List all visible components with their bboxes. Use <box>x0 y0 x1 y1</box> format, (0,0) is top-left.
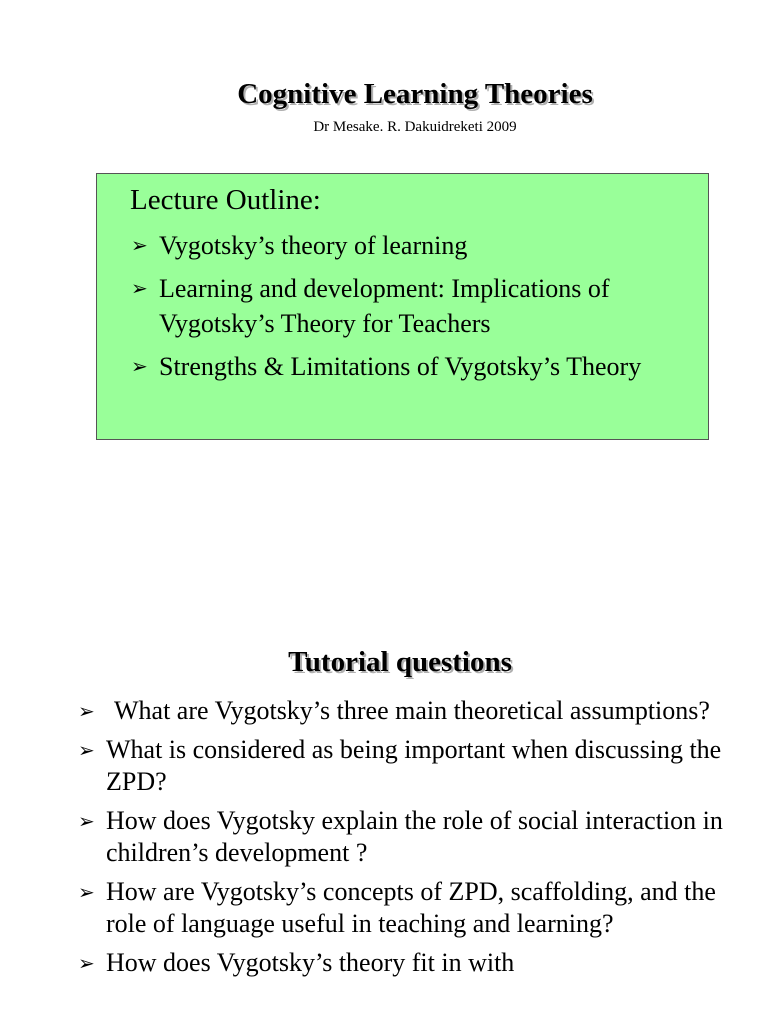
question-item <box>78 734 758 798</box>
outline-list <box>131 228 691 392</box>
slide-title: Cognitive Learning Theories <box>237 78 593 110</box>
question-text: What are Vygotsky’s three main theoretical assumptions? <box>114 696 710 725</box>
arrow-bullet-icon: ➢ <box>78 880 95 904</box>
arrow-bullet-icon: ➢ <box>131 233 148 257</box>
question-item <box>78 695 758 727</box>
arrow-bullet-icon: ➢ <box>78 951 95 975</box>
arrow-bullet-icon: ➢ <box>131 276 148 300</box>
outline-item-text: Learning and development: Implications of Vygotsky’s Theory for Teachers <box>159 274 610 338</box>
outline-heading: Lecture Outline: <box>130 184 321 216</box>
arrow-bullet-icon: ➢ <box>78 738 95 762</box>
question-text: What is considered as being important when discussing the ZPD? <box>106 735 722 796</box>
outline-item-text: Strengths & Limitations of Vygotsky’s Theory <box>159 352 642 381</box>
question-item <box>78 876 758 940</box>
question-item <box>78 805 758 869</box>
tutorial-title: Tutorial questions <box>288 646 512 678</box>
outline-item <box>131 228 691 263</box>
arrow-bullet-icon: ➢ <box>131 354 148 378</box>
outline-item <box>131 349 691 384</box>
question-item <box>78 947 758 979</box>
arrow-bullet-icon: ➢ <box>78 809 95 833</box>
question-text: How does Vygotsky explain the role of social interaction in children’s development ? <box>106 806 723 867</box>
tutorial-question-list <box>78 695 758 986</box>
lecture-outline-box <box>96 173 709 440</box>
question-text: How does Vygotsky’s theory fit in with <box>106 948 515 977</box>
outline-item <box>131 271 691 341</box>
question-text: How are Vygotsky’s concepts of ZPD, scaffolding, and the role of language useful in teaching and learning? <box>106 877 716 938</box>
arrow-bullet-icon: ➢ <box>78 699 95 723</box>
author-line: Dr Mesake. R. Dakuidreketi 2009 <box>313 119 517 135</box>
outline-item-text: Vygotsky’s theory of learning <box>159 231 468 260</box>
